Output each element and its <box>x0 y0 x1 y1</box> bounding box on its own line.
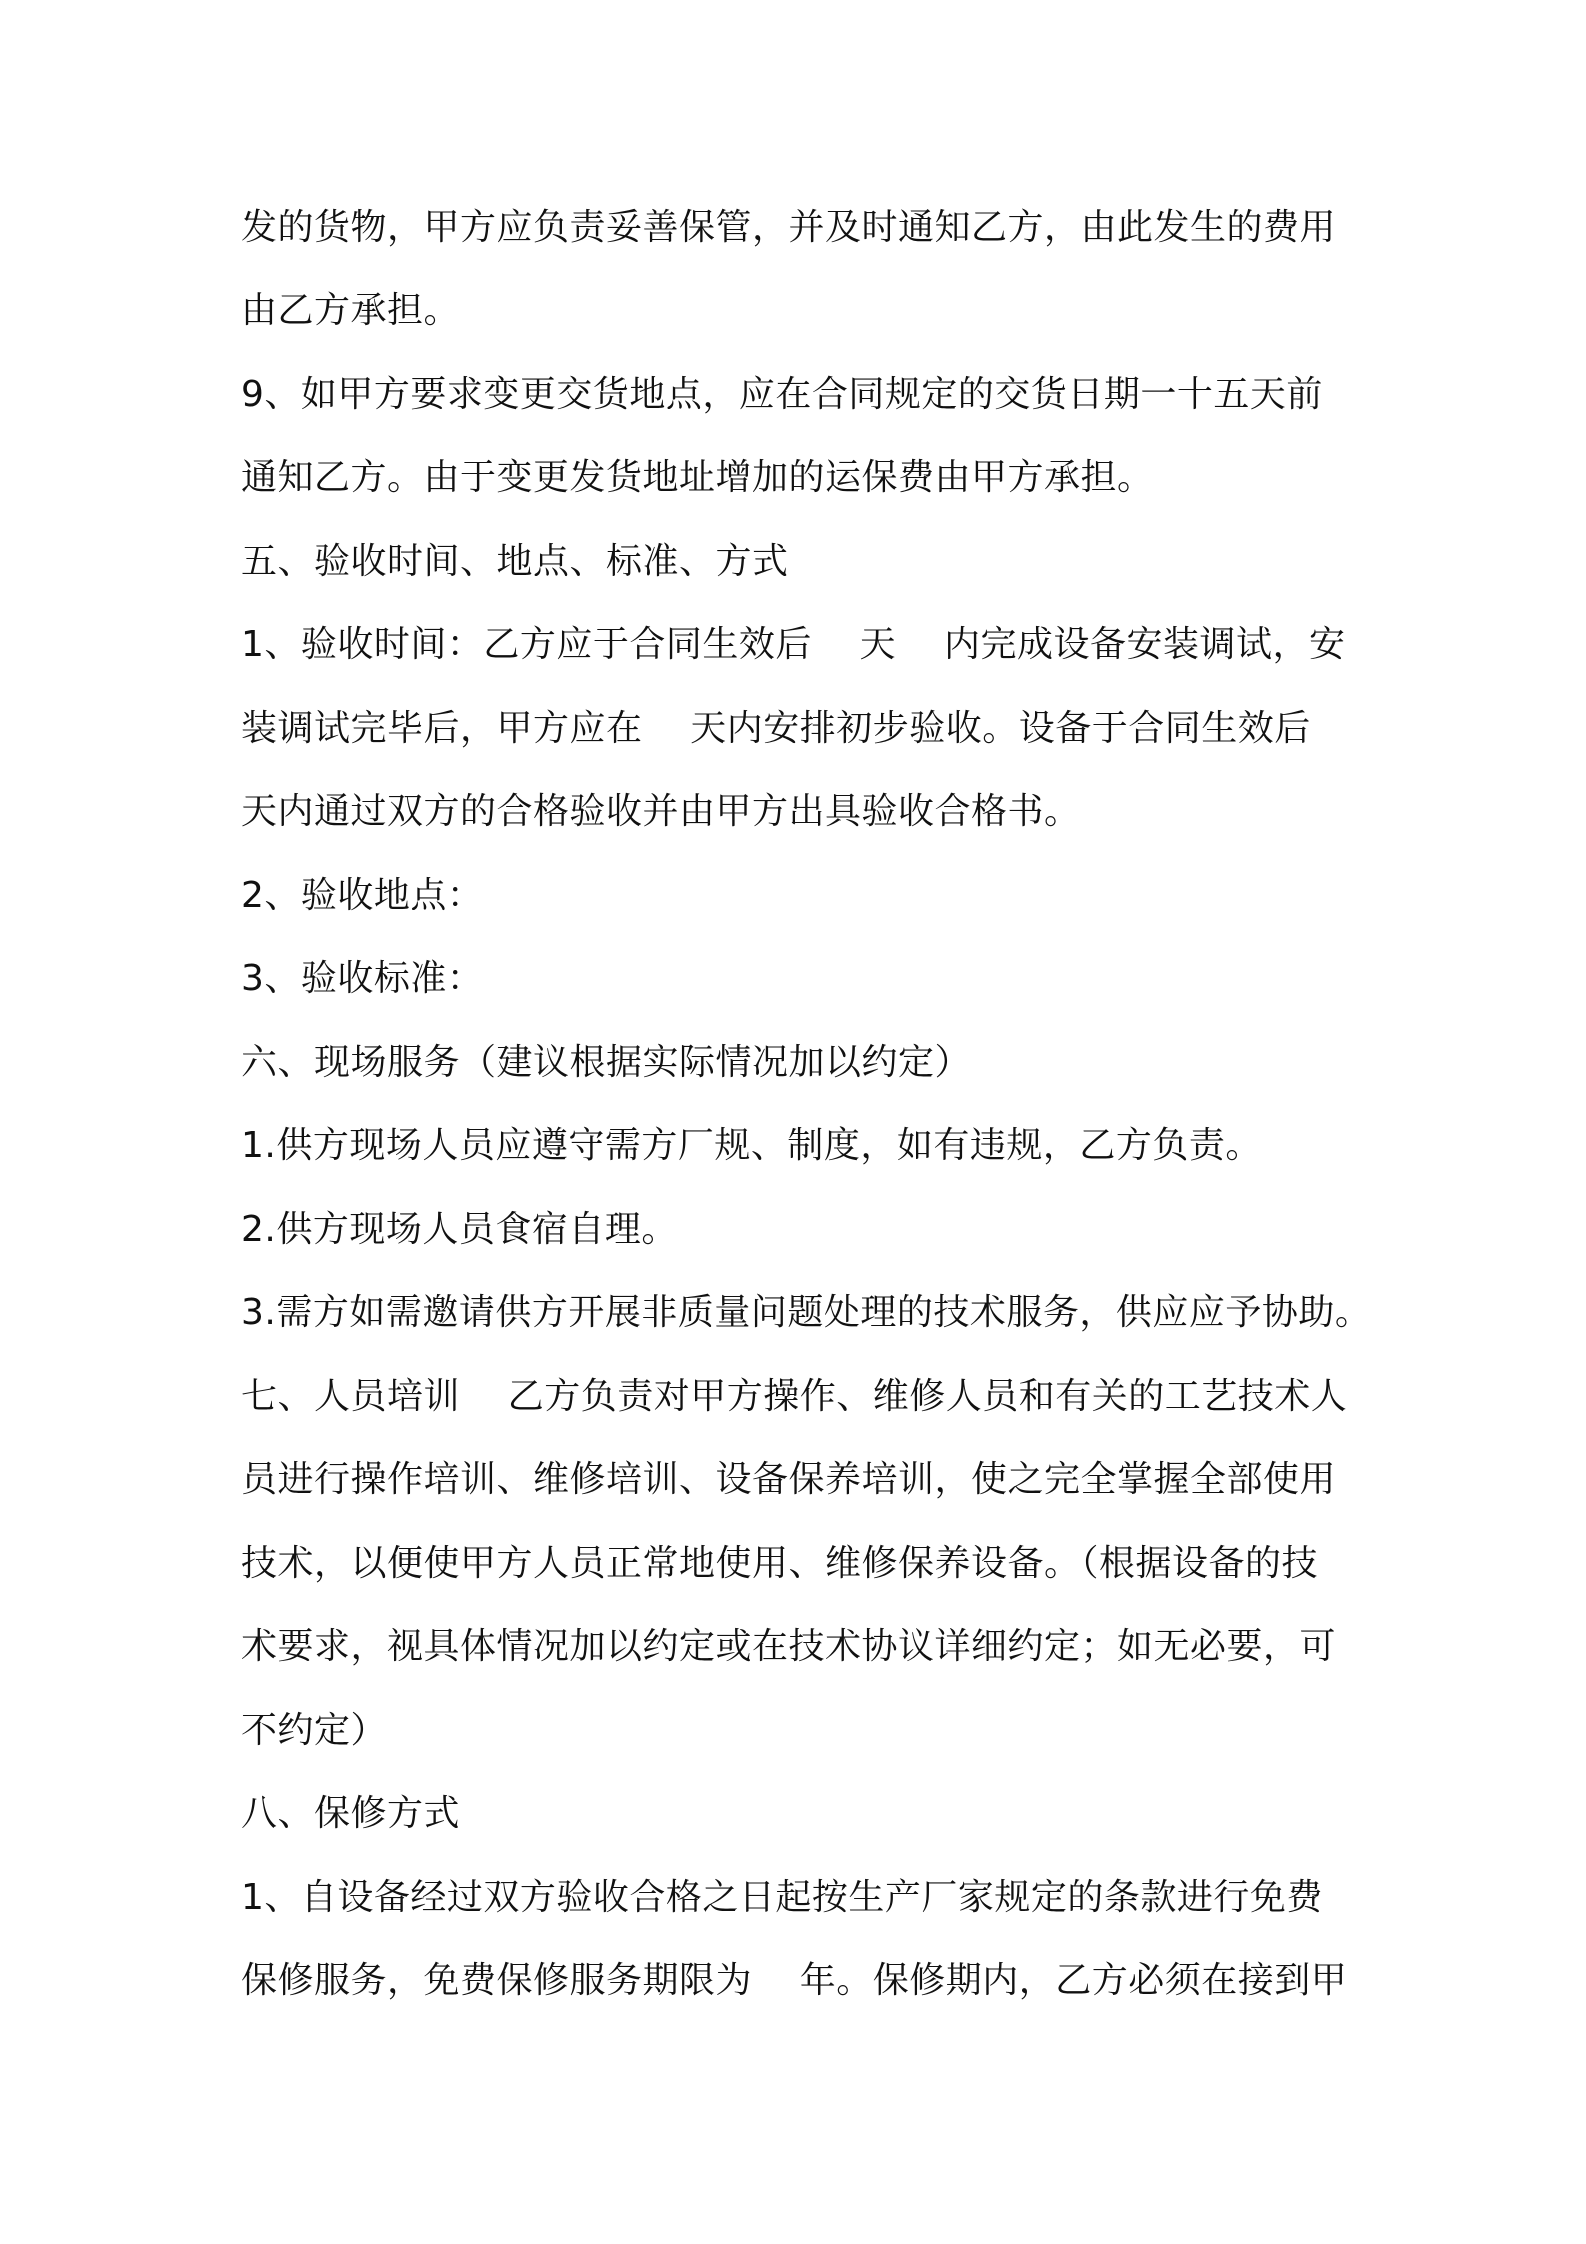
text-line: 通知乙方。由于变更发货地址增加的运保费由甲方承担。 <box>241 457 1154 498</box>
section-heading: 六、现场服务（建议根据实际情况加以约定） <box>241 1042 972 1083</box>
text-line: 2.供方现场人员食宿自理。 <box>241 1209 678 1250</box>
text-line: 不约定） <box>241 1710 388 1751</box>
text-line: 天内通过双方的合格验收并由甲方出具验收合格书。 <box>241 791 1081 832</box>
section-heading: 五、验收时间、地点、标准、方式 <box>241 541 789 582</box>
section-heading: 八、保修方式 <box>241 1793 461 1834</box>
text-line: 发的货物，甲方应负责妥善保管，并及时通知乙方，由此发生的费用 <box>241 207 1337 248</box>
text-line: 9、如甲方要求变更交货地点，应在合同规定的交货日期一十五天前 <box>241 374 1323 415</box>
text-line: 2、验收地点： <box>241 875 484 916</box>
text-line: 1、验收时间：乙方应于合同生效后 天 内完成设备安装调试，安 <box>241 624 1346 665</box>
text-line: 技术，以便使甲方人员正常地使用、维修保养设备。（根据设备的技 <box>241 1543 1319 1584</box>
text-line: 员进行操作培训、维修培训、设备保养培训，使之完全掌握全部使用 <box>241 1459 1337 1500</box>
text-line: 1.供方现场人员应遵守需方厂规、制度，如有违规，乙方负责。 <box>241 1125 1262 1166</box>
text-line: 3、验收标准： <box>241 958 484 999</box>
text-line: 保修服务，免费保修服务期限为 年。保修期内，乙方必须在接到甲 <box>241 1960 1348 2001</box>
section-heading: 七、人员培训 乙方负责对甲方操作、维修人员和有关的工艺技术人 <box>241 1376 1348 1417</box>
text-line: 装调试完毕后，甲方应在 天内安排初步验收。设备于合同生效后 <box>241 708 1311 749</box>
text-line: 3.需方如需邀请供方开展非质量问题处理的技术服务，供应应予协助。 <box>241 1292 1372 1333</box>
text-line: 术要求，视具体情况加以约定或在技术协议详细约定；如无必要，可 <box>241 1626 1337 1667</box>
text-line: 1、自设备经过双方验收合格之日起按生产厂家规定的条款进行免费 <box>241 1877 1323 1918</box>
text-line: 由乙方承担。 <box>241 290 461 331</box>
